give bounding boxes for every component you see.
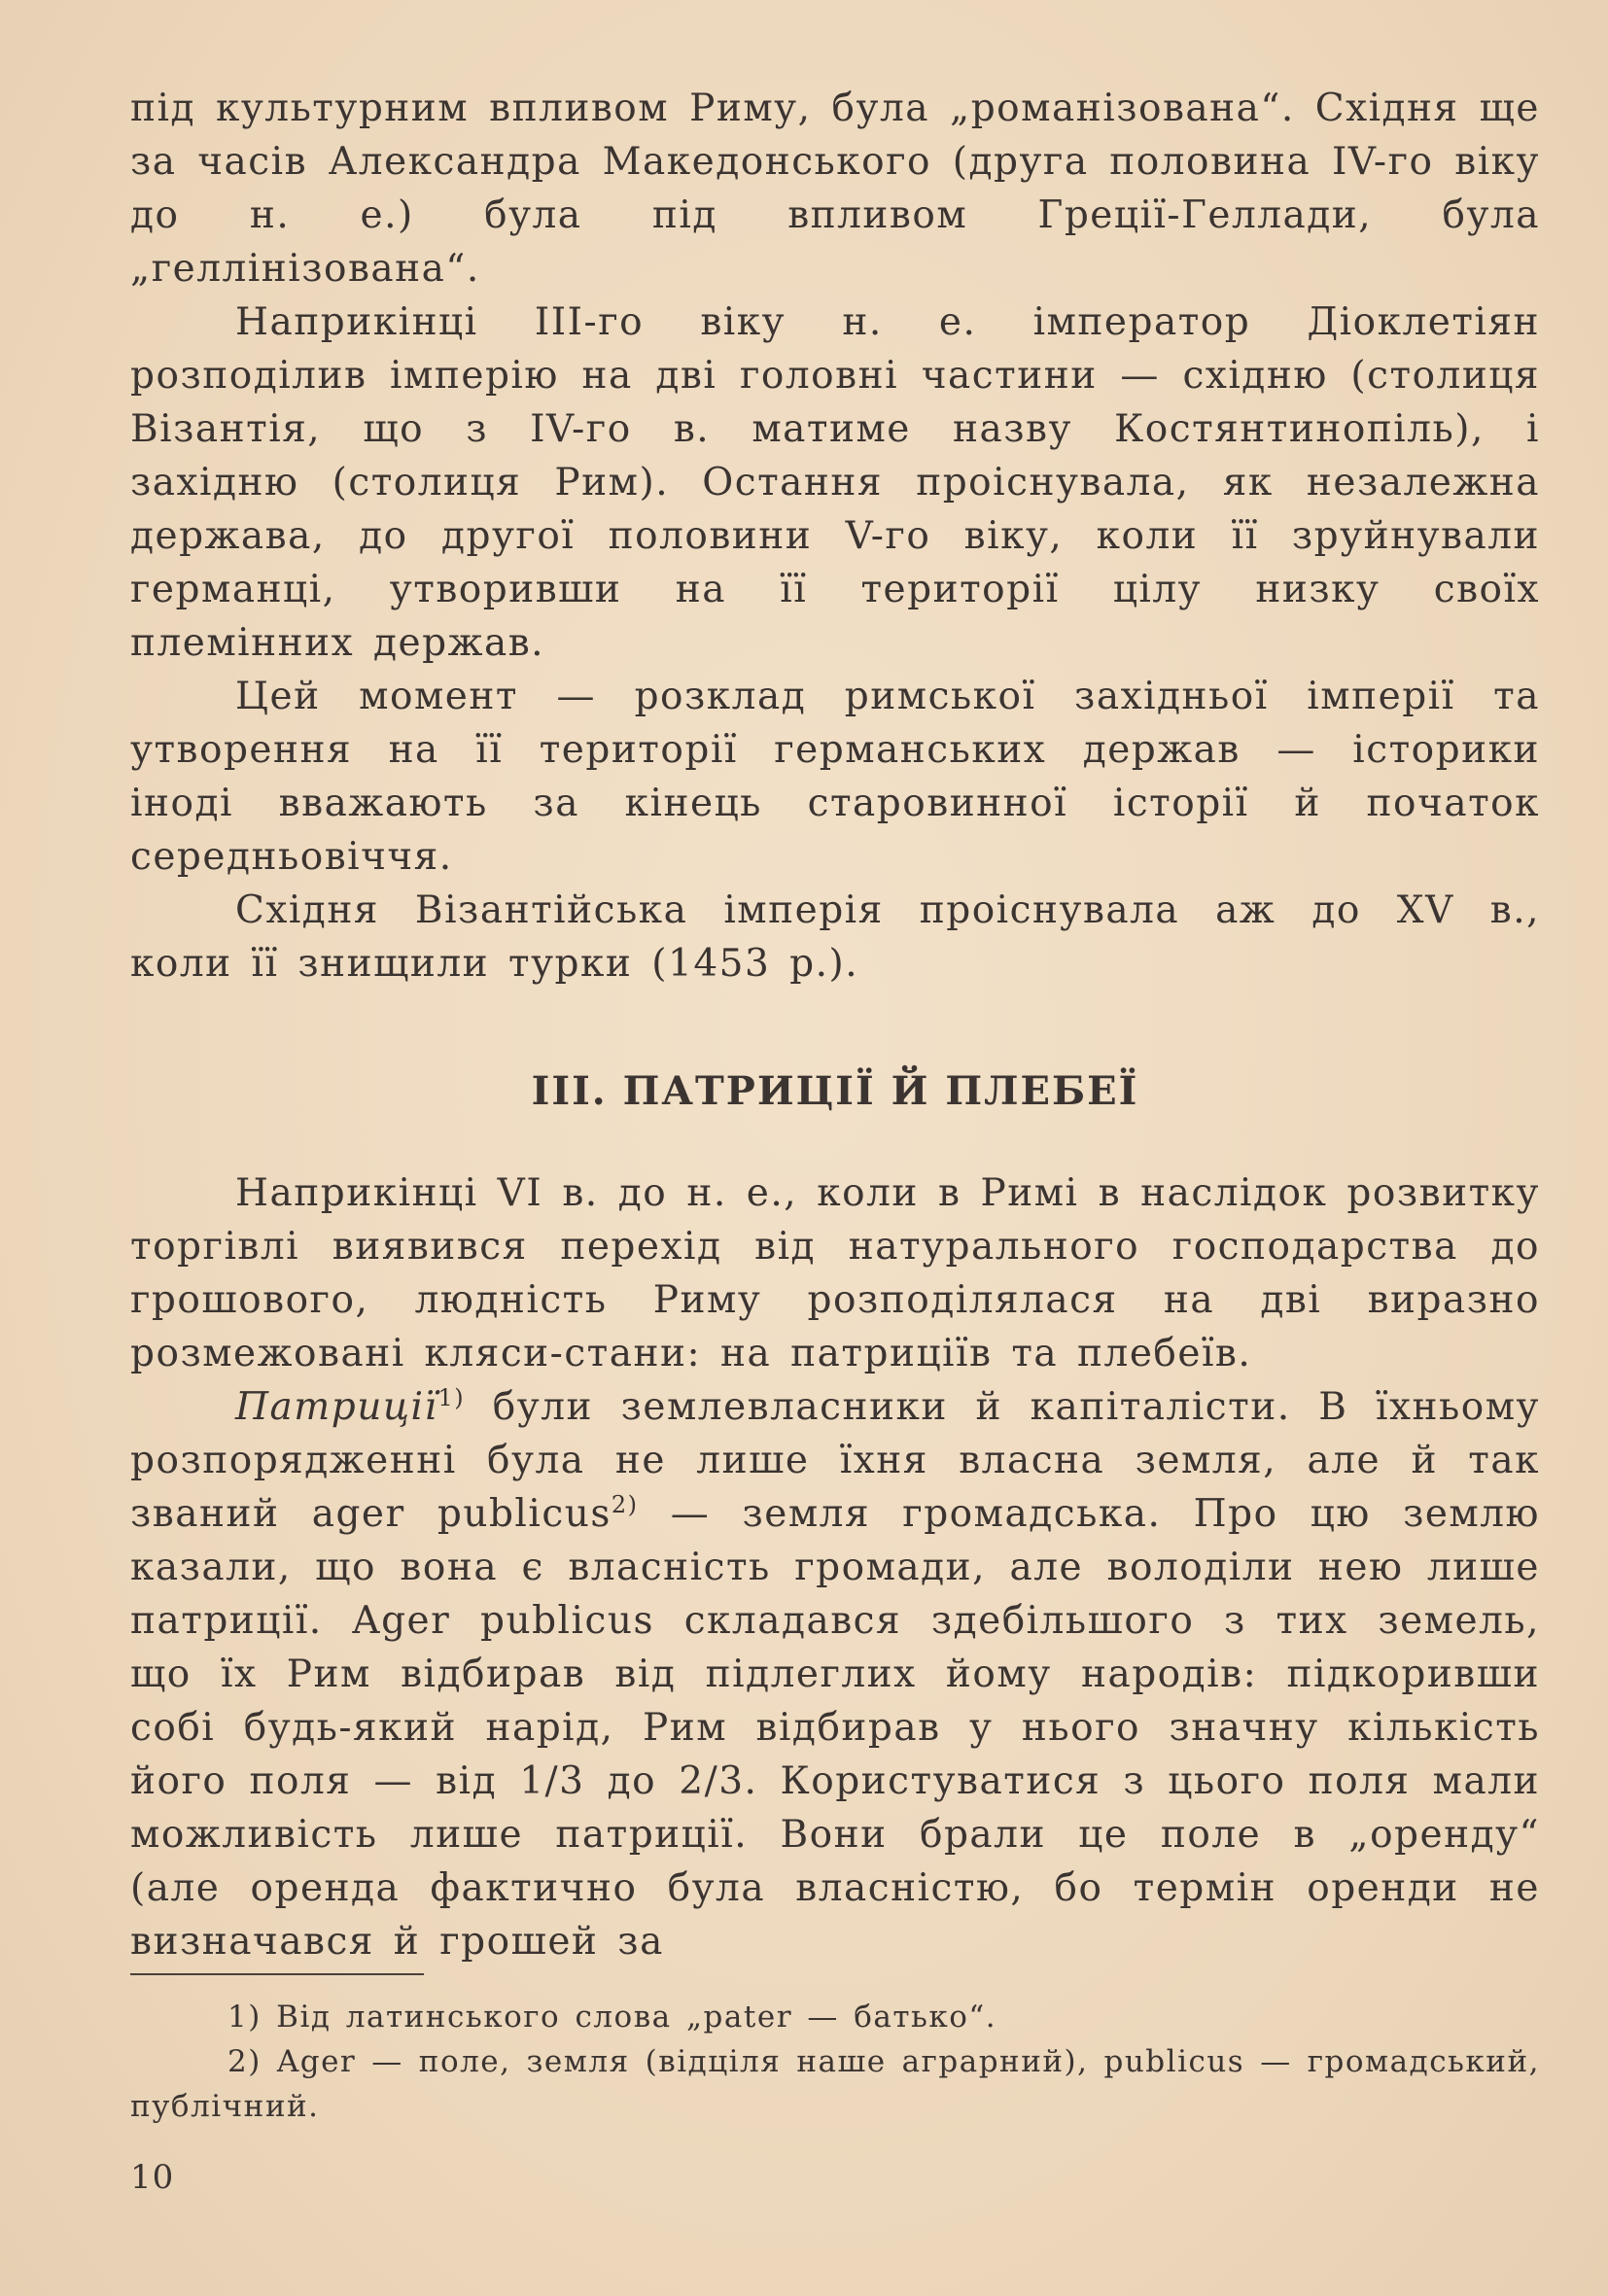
paragraph-4: Східня Візантійська імперія проіснувала аж до XV в., коли її знищили турки (1453 р.). bbox=[130, 888, 1540, 986]
footnote-ref-2: 2) bbox=[611, 1491, 639, 1518]
paragraph-6 bbox=[130, 1380, 1540, 1968]
footnote-2: 2) Ager — поле, земля (відціля наше аграрний), publicus — громадський, публічний. bbox=[130, 2044, 1540, 2124]
term-patricians: Патриції bbox=[235, 1385, 438, 1429]
main-text bbox=[130, 82, 1540, 1968]
paragraph-1: під культурним впливом Риму, була „романізована“. Східня ще за часів Александра Македонського (друга половина IV-го віку до н. е.) була під впливом Греції-Геллади, була „геллінізована“. bbox=[130, 87, 1540, 291]
paragraph-6-part-a: були землевласники й капіталісти. В їхньому розпорядженні була не лише їхня власна земля, але й так званий ager publicus bbox=[130, 1385, 1540, 1536]
footnote-ref-1: 1) bbox=[437, 1384, 466, 1411]
footnote-divider bbox=[130, 1973, 424, 1975]
paragraph-3: Цей момент — розклад римської західньої імперії та утворення на її території германських держав — історики іноді вважають за кінець старовинної історії й початок середньовіччя. bbox=[130, 675, 1540, 879]
paragraph-2: Наприкінці III-го віку н. е. імператор Діоклетіян розподілив імперію на дві головні частини — східню (столиця Візантія, що з IV-го в. матиме назву Костянтинопіль), і західню (столиця Рим). Остання проіснувала, як незалежна держава, до другої половини V-го віку, коли її зруйнували германці, утворивши на її території цілу низку своїх племінних держав. bbox=[130, 300, 1540, 665]
footnotes bbox=[130, 1995, 1540, 2129]
page-number: 10 bbox=[130, 2158, 175, 2197]
footnote-1: 1) Від латинського слова „pater — батько“. bbox=[227, 2000, 997, 2035]
paragraph-5: Наприкінці VI в. до н. е., коли в Римі в наслідок розвитку торгівлі виявився перехід від натурального господарства до грошового, людність Риму розподілялася на дві виразно розмежовані кляси-стани: на патриціїв та плебеїв. bbox=[130, 1171, 1540, 1375]
section-heading: III. ПАТРИЦІЇ Й ПЛЕБЕЇ bbox=[531, 1068, 1139, 1114]
paragraph-6-part-b: — земля громадська. Про цю землю казали, що вона є власність громади, але володіли нею лише патриції. Ager publicus складався здебільшого з тих земель, що їх Рим відбирав від підлеглих йому народів: підкоривши собі будь-який нарід, Рим відбирав у нього значну кількість його поля — від 1/3 до 2/3. Користуватися з цього поля мали можливість лише патриції. Вони брали це поле в „оренду“ (але оренда фактично була власністю, бо термін оренди не визначався й грошей за bbox=[130, 1492, 1540, 1964]
